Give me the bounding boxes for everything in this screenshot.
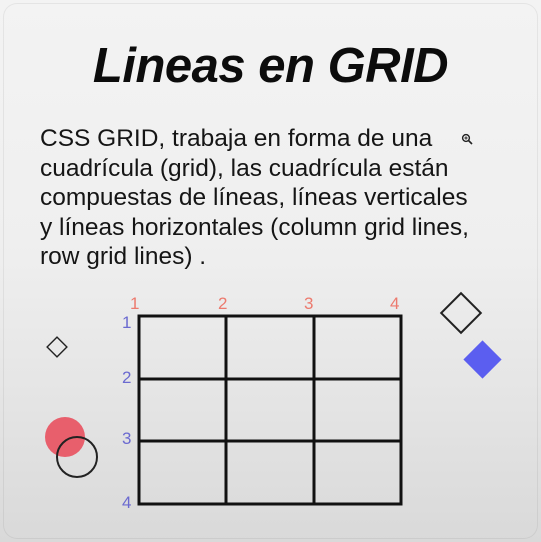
- small-diamond-outline: [47, 337, 67, 357]
- blue-diamond: [463, 340, 501, 378]
- paragraph-line: y líneas horizontales (column grid lines,: [40, 213, 469, 241]
- column-line-label: 2: [218, 294, 228, 313]
- column-line-label: 4: [390, 294, 400, 313]
- slide-title: Lineas en GRID: [92, 39, 449, 93]
- paragraph-line: cuadrícula (grid), las cuadrícula están: [40, 154, 449, 182]
- row-line-label: 3: [122, 429, 132, 448]
- column-line-label: 1: [130, 294, 140, 313]
- paragraph-line: row grid lines) .: [40, 243, 207, 270]
- column-line-label: 3: [304, 294, 314, 313]
- row-line-label: 4: [122, 493, 132, 512]
- row-line-label: 1: [122, 313, 132, 332]
- row-line-label: 2: [122, 368, 132, 387]
- paragraph-line: CSS GRID, trabaja en forma de una: [40, 125, 433, 152]
- large-diamond-outline: [441, 293, 481, 333]
- paragraph-line: compuestas de líneas, líneas verticales: [40, 184, 468, 211]
